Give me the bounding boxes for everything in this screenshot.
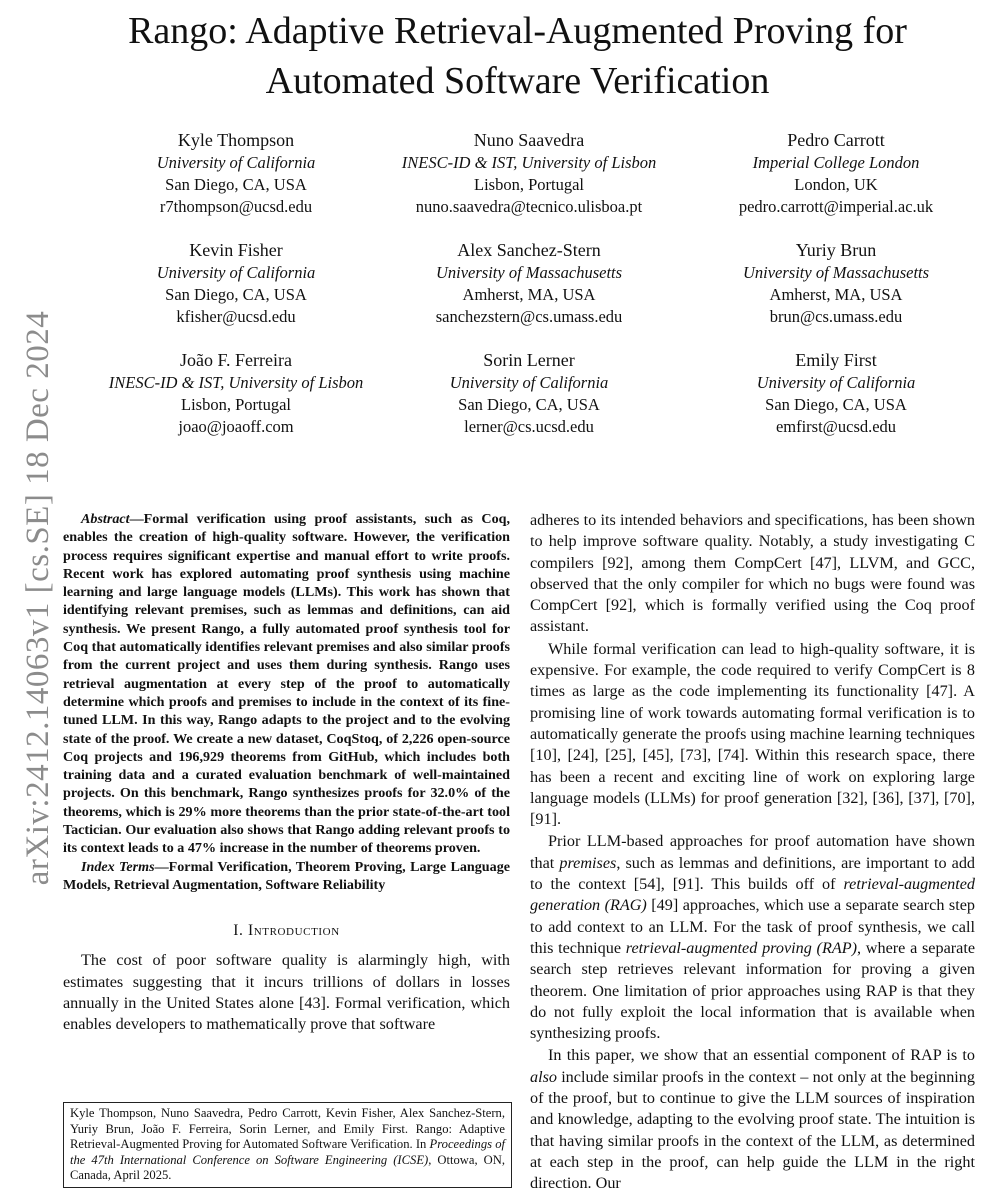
- text-run: , where a separate search step retrieves relevant information for proving a given theorem. One limitation of prior approaches using RAP is that they do not fully exploit the local information that is available when synthesizing proofs.: [530, 938, 976, 1043]
- author-affiliation: INESC-ID & IST, University of Lisbon: [401, 153, 657, 172]
- emphasis-premises: premises: [559, 853, 617, 872]
- section-title: Introduction: [247, 922, 340, 940]
- emphasis-also: also: [530, 1067, 557, 1086]
- author-location: San Diego, CA, USA: [765, 395, 907, 414]
- author-affiliation: University of California: [756, 373, 916, 392]
- author-location: London, UK: [794, 175, 878, 194]
- intro-paragraph: The cost of poor software quality is alarmingly high, with estimates suggesting that it incurs trillions of dollars in losses annually in the United States alone [43]. Formal verification, which enables developers to mathematically prove that software: [63, 951, 510, 1034]
- author-block: [71, 348, 401, 438]
- citation-venue: Proceedings of the 47th International Conference on Software Engineering (ICSE): [70, 1137, 505, 1167]
- text-run: [49] approaches, which use a separate search step to add context to an LLM. For the task of proof synthesis, we call this technique: [530, 896, 975, 957]
- author-block: [71, 238, 401, 328]
- emphasis-rap: retrieval-augmented proving (RAP): [625, 938, 858, 957]
- author-email: brun@cs.umass.edu: [769, 307, 903, 326]
- index-terms-label: Index Terms: [81, 858, 155, 875]
- abstract-text: —Formal verification using proof assistants, such as Coq, enables the creation of high-quality software. However, the verification process requires significant expertise and manual effort to write proofs. Recent work has explored automating proof synthesis using machine learning and large language models (LLMs). This work has shown that identifying relevant premises, such as lemmas and definitions, can aid synthesis. We present Rango, a fully automated proof synthesis tool for Coq that automatically identifies relevant premises and also similar proofs from the current project and uses them during synthesis. Rango uses retrieval augmentation at every step of the proof to automatically determine which proofs and premises to include in the context of its fine-tuned LLM. In this way, Rango adapts to the project and to the evolving state of the proof. We create a new dataset, CoqStoq, of 2,226 open-source Coq projects and 196,929 theorems from GitHub, which includes both training data and a curated evaluation benchmark of well-maintained projects. On this benchmark, Rango synthesizes proofs for 32.0% of the theorems, which is 29% more theorems than the prior state-of-the-art tool Tactician. Our evaluation also shows that Rango adding relevant proofs to its context leads to a 47% increase in the number of theorems proven.: [63, 511, 510, 857]
- author-name: Sorin Lerner: [483, 350, 575, 370]
- author-affiliation: University of California: [156, 263, 316, 282]
- section-heading-introduction: [63, 922, 510, 940]
- left-column: [63, 510, 510, 1035]
- text-run: include similar proofs in the context – not only at the beginning of the proof, but to continue to give the LLM sources of inspiration and knowledge, adapting to the evolving proof state. The intuition is that having similar proofs in the context of the LLM, as determined at each step in the proof, can help guide the LLM in the right direction. Our: [530, 1067, 975, 1193]
- index-terms: [63, 858, 510, 895]
- author-name: Emily First: [795, 350, 877, 370]
- emphasis-rag: retrieval-augmented generation (RAG): [530, 875, 975, 915]
- author-name: Nuno Saavedra: [473, 130, 585, 150]
- author-affiliation: University of Massachusetts: [742, 263, 930, 282]
- author-block: [671, 348, 1001, 438]
- author-location: Lisbon, Portugal: [181, 395, 291, 414]
- author-location: Amherst, MA, USA: [769, 285, 903, 304]
- arxiv-identifier-stamp: arXiv:2412.14063v1 [cs.SE] 18 Dec 2024: [20, 310, 56, 886]
- body-paragraph: [530, 1045, 975, 1194]
- body-paragraph: [530, 831, 975, 1044]
- author-email: nuno.saavedra@tecnico.ulisboa.pt: [415, 197, 643, 216]
- author-block: [364, 348, 694, 438]
- body-paragraph-continued: adheres to its intended behaviors and specifications, has been shown to help improve software quality. Notably, a study investigating C compilers [92], among them CompCert [47], LLVM, and GCC, observed that the only compiler for which no bugs were found was CompCert [92], which is formally verified using the Coq proof assistant.: [530, 511, 975, 636]
- author-affiliation: University of California: [156, 153, 316, 172]
- author-email: sanchezstern@cs.umass.edu: [435, 307, 623, 326]
- author-location: Amherst, MA, USA: [462, 285, 596, 304]
- abstract-label: Abstract: [81, 511, 130, 527]
- author-affiliation: University of California: [449, 373, 609, 392]
- abstract: [63, 510, 510, 858]
- citation-text: Kyle Thompson, Nuno Saavedra, Pedro Carrott, Kevin Fisher, Alex Sanchez-Stern, Yuriy Brun, João F. Ferreira, Sorin Lerner, and Emily First. Rango: Adaptive Retrieval-Augmented Proving for Automated Software Verification. In: [70, 1106, 505, 1152]
- author-affiliation: INESC-ID & IST, University of Lisbon: [108, 373, 364, 392]
- citation-box: [63, 1102, 512, 1188]
- author-location: San Diego, CA, USA: [458, 395, 600, 414]
- author-email: r7thompson@ucsd.edu: [159, 197, 313, 216]
- right-column: [530, 510, 975, 1195]
- author-affiliation: Imperial College London: [752, 153, 920, 172]
- body-paragraph: While formal verification can lead to high-quality software, it is expensive. For example, the code required to verify CompCert is 8 times as large as the code implementing its functionality [47]. A promising line of work towards automating formal verification is to automatically generate the proofs using machine learning techniques [10], [24], [25], [45], [73], [74]. Within this research space, there has been a recent and exciting line of work on exploring large language models (LLMs) for proof generation [32], [36], [37], [70], [91].: [530, 639, 975, 829]
- author-name: Yuriy Brun: [795, 240, 877, 260]
- author-email: emfirst@ucsd.edu: [775, 417, 897, 436]
- paper-title-line-2: Automated Software Verification: [265, 60, 770, 102]
- author-email: pedro.carrott@imperial.ac.uk: [738, 197, 934, 216]
- author-block: [364, 128, 694, 218]
- author-location: San Diego, CA, USA: [165, 285, 307, 304]
- author-block: [671, 238, 1001, 328]
- author-name: Alex Sanchez-Stern: [457, 240, 601, 260]
- author-name: Kevin Fisher: [189, 240, 283, 260]
- author-affiliation: University of Massachusetts: [435, 263, 623, 282]
- text-run: Prior LLM-based approaches for proof automation have shown that: [530, 832, 975, 872]
- author-name: João F. Ferreira: [179, 350, 293, 370]
- author-location: Lisbon, Portugal: [474, 175, 584, 194]
- author-name: Kyle Thompson: [177, 130, 295, 150]
- paper-title: [60, 6, 975, 106]
- paper-title-line-1: Rango: Adaptive Retrieval-Augmented Proving for: [128, 10, 907, 52]
- author-email: kfisher@ucsd.edu: [176, 307, 296, 326]
- text-run: In this paper, we show that an essential component of RAP is to: [548, 1046, 975, 1065]
- author-name: Pedro Carrott: [787, 130, 885, 150]
- author-email: joao@joaoff.com: [178, 417, 294, 436]
- author-block: [71, 128, 401, 218]
- index-terms-text: —Formal Verification, Theorem Proving, Large Language Models, Retrieval Augmentation, Software Reliability: [63, 858, 510, 893]
- citation-text-end: , Ottowa, ON, Canada, April 2025.: [70, 1152, 505, 1183]
- text-run: , such as lemmas and definitions, are important to add to the context [54], [91]. This builds off of: [530, 853, 976, 894]
- author-block: [364, 238, 694, 328]
- author-location: San Diego, CA, USA: [165, 175, 307, 194]
- author-block: [671, 128, 1001, 218]
- author-email: lerner@cs.ucsd.edu: [464, 417, 594, 436]
- section-number: I.: [233, 922, 244, 940]
